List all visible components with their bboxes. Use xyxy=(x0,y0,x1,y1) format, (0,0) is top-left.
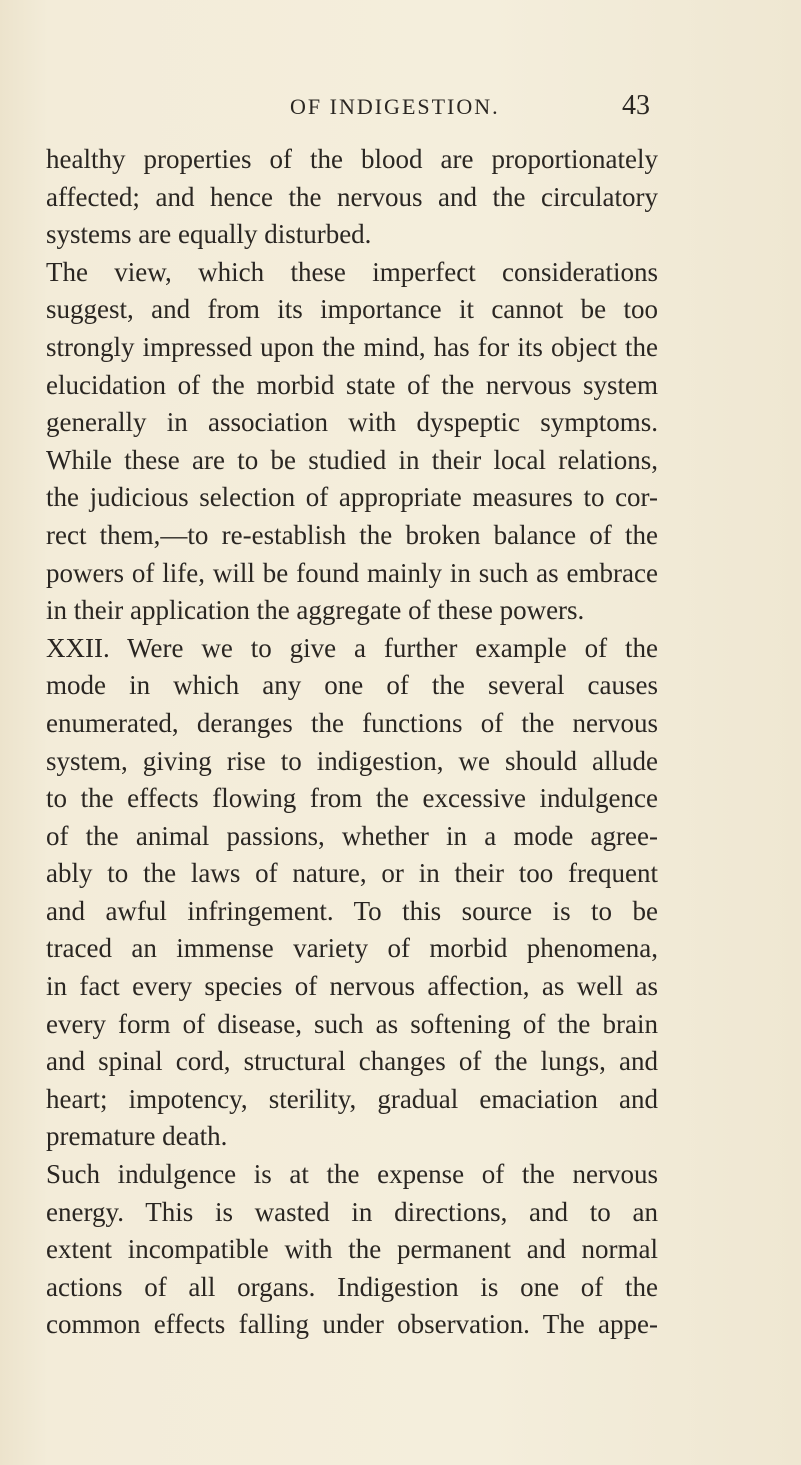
body-text xyxy=(46,141,658,1344)
text-line: traced an immense variety of morbid phenomena, xyxy=(46,933,658,964)
text-line: heart; impotency, sterility, gradual emaciation and xyxy=(46,1083,658,1114)
text-line: in their application the aggregate of these powers. xyxy=(46,595,585,626)
text-line: elucidation of the morbid state of the nervous system xyxy=(46,369,658,400)
text-line: actions of all organs. Indigestion is one of the xyxy=(46,1271,658,1302)
text-line: affected; and hence the nervous and the circulatory xyxy=(46,181,658,212)
text-line: common effects falling under observation. The appe- xyxy=(46,1309,658,1340)
page-number: 43 xyxy=(622,90,650,121)
text-line: healthy properties of the blood are proportionately xyxy=(46,144,658,174)
text-line: While these are to be studied in their local relations, xyxy=(46,444,658,475)
text-line: in fact every species of nervous affection, as well as xyxy=(46,971,658,1002)
running-head xyxy=(0,86,801,126)
text-line: The view, which these imperfect considerations xyxy=(46,256,658,287)
text-line: suggest, and from its importance it cannot be too xyxy=(46,294,658,325)
text-line: rect them,—to re-establish the broken balance of the xyxy=(46,519,658,550)
text-line: mode in which any one of the several causes xyxy=(46,670,658,701)
text-line: ably to the laws of nature, or in their too frequent xyxy=(46,858,658,889)
text-line: to the effects flowing from the excessive indulgence xyxy=(46,783,658,814)
text-line: XXII. Were we to give a further example of the xyxy=(46,632,658,663)
text-line: premature death. xyxy=(46,1121,228,1152)
text-line: Such indulgence is at the expense of the nervous xyxy=(46,1159,658,1190)
text-line: powers of life, will be found mainly in such as embrace xyxy=(46,557,658,588)
text-line: every form of disease, such as softening of the brain xyxy=(46,1008,658,1039)
text-line: energy. This is wasted in directions, and to an xyxy=(46,1196,658,1227)
text-line: enumerated, deranges the functions of the nervous xyxy=(46,707,658,738)
running-head-title: OF INDIGESTION. xyxy=(290,94,500,119)
text-line: of the animal passions, whether in a mode agree- xyxy=(46,820,658,851)
text-line: system, giving rise to indigestion, we should allude xyxy=(46,745,658,776)
text-line: systems are equally disturbed. xyxy=(46,219,372,250)
text-line: and spinal cord, structural changes of the lungs, and xyxy=(46,1046,658,1077)
text-line: generally in association with dyspeptic symptoms. xyxy=(46,407,658,438)
text-line: and awful infringement. To this source is to be xyxy=(46,895,658,926)
text-line: extent incompatible with the permanent and normal xyxy=(46,1234,658,1265)
text-line: strongly impressed upon the mind, has for its object the xyxy=(46,331,658,362)
text-line: the judicious selection of appropriate measures to cor- xyxy=(46,482,658,513)
